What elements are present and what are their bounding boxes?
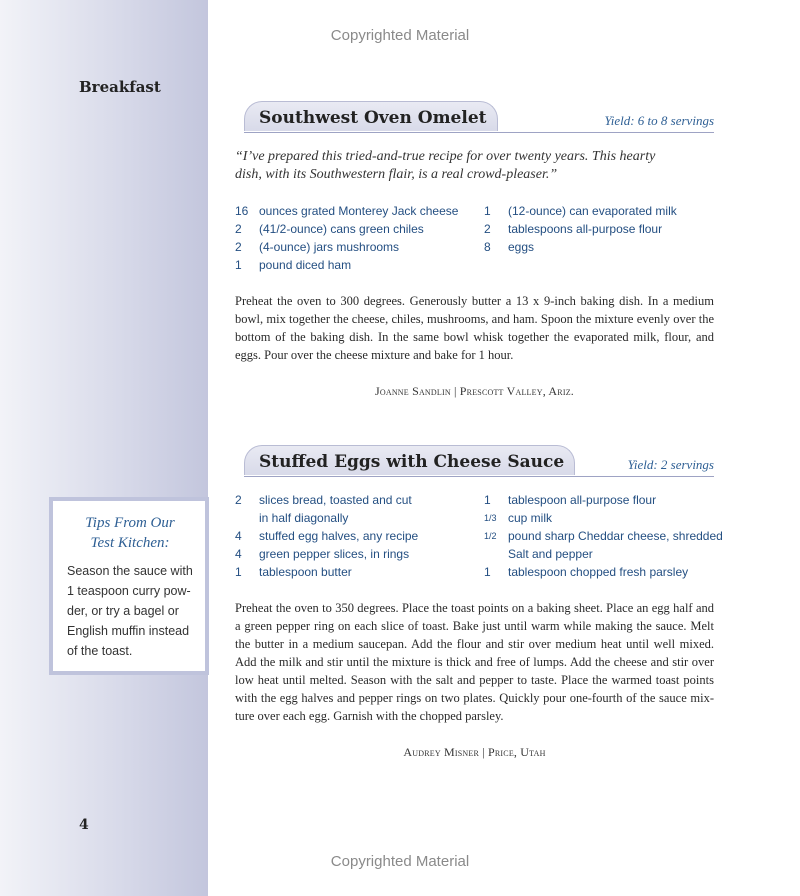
recipe1-title-bar — [244, 101, 714, 133]
recipe1-title-rule — [244, 132, 714, 133]
tips-body-line: 1 teaspoon curry pow- — [67, 584, 191, 598]
ingredient-row — [484, 563, 714, 581]
ingredient-text: Salt and pepper — [508, 547, 593, 561]
ingredient-qty: 16 — [235, 204, 249, 218]
ingredient-text: tablespoon chopped fresh parsley — [508, 565, 689, 579]
ingredient-text: slices bread, toasted and cut — [259, 493, 412, 507]
directions-line: ture over each egg. Garnish with the chopped parsley. — [235, 709, 504, 723]
directions-line: with the egg halves and pepper rings on two plates. Quickly pour one-fourth of the sauce mix- — [235, 691, 714, 705]
directions-line: Preheat the oven to 350 degrees. Place the toast points on a baking sheet. Place an egg half and — [235, 601, 714, 615]
recipe1-credit: Joanne Sandlin | Prescott Valley, Ariz. — [375, 384, 574, 398]
ingredient-qty: 1 — [235, 565, 242, 579]
watermark-bottom: Copyrighted Material — [330, 853, 470, 870]
recipe2-directions — [235, 599, 714, 725]
ingredient-row — [235, 220, 475, 238]
recipe2-ingredients-left — [235, 491, 475, 581]
ingredient-text: pound diced ham — [259, 258, 352, 272]
recipe2-credit: Audrey Misner | Price, Utah — [403, 745, 546, 759]
ingredient-text: cup milk — [508, 511, 553, 525]
ingredient-text: tablespoon all-purpose flour — [508, 493, 657, 507]
ingredient-qty: 2 — [235, 493, 242, 507]
ingredient-qty: 1 — [484, 493, 491, 507]
directions-line: Add the milk and stir until the mixture is thick and free of lumps. Add the cheese and stir over — [235, 655, 714, 669]
ingredient-row — [235, 238, 475, 256]
ingredient-row — [235, 563, 475, 581]
tips-box — [49, 497, 209, 675]
ingredient-qty: 1/2 — [484, 531, 497, 541]
ingredient-row — [235, 256, 475, 274]
recipe2-title-rule — [244, 476, 714, 477]
recipe1-directions — [235, 292, 714, 364]
page-number: 4 — [79, 817, 89, 833]
ingredient-qty: 1/3 — [484, 513, 497, 523]
directions-line: bowl, mix together the cheese, chiles, mushrooms, and ham. Spoon the mixture evenly over the — [235, 312, 714, 326]
directions-line: the butter in a medium saucepan. Add the flour and stir over medium heat until well mixed. — [235, 637, 714, 651]
ingredient-row — [484, 202, 714, 220]
ingredient-row — [235, 509, 475, 527]
ingredient-text: tablespoon butter — [259, 565, 352, 579]
ingredient-row — [484, 545, 714, 563]
tips-title-line: Test Kitchen: — [90, 535, 170, 551]
watermark-top: Copyrighted Material — [330, 27, 470, 44]
sidebar-band — [0, 0, 208, 896]
recipe2-yield: Yield: 2 servings — [627, 457, 714, 472]
recipe1-ingredients-left — [235, 202, 475, 274]
ingredient-qty: 2 — [235, 240, 242, 254]
ingredient-qty: 2 — [235, 222, 242, 236]
recipe2-ingredients-right — [484, 491, 723, 581]
ingredient-text: in half diagonally — [259, 511, 349, 525]
ingredient-text: (12-ounce) can evaporated milk — [508, 204, 677, 218]
ingredient-qty: 4 — [235, 547, 242, 561]
ingredient-row — [235, 202, 475, 220]
ingredient-text: pound sharp Cheddar cheese, shredded — [508, 529, 723, 543]
directions-line: Preheat the oven to 300 degrees. Generously butter a 13 x 9-inch baking dish. In a medium — [235, 294, 714, 308]
ingredient-text: green pepper slices, in rings — [259, 547, 410, 561]
recipe1-quote — [235, 148, 715, 184]
tips-body-line: Season the sauce with — [67, 564, 193, 578]
ingredient-text: ounces grated Monterey Jack cheese — [259, 204, 459, 218]
ingredient-row — [235, 491, 475, 509]
ingredient-qty: 4 — [235, 529, 242, 543]
ingredient-row — [484, 509, 714, 527]
tips-title-line: Tips From Our — [85, 515, 175, 531]
ingredient-qty: 1 — [484, 204, 491, 218]
ingredient-qty: 1 — [484, 565, 491, 579]
directions-line: a green pepper ring on each slice of toast. Bake just until warm while making the sauce. Melt — [235, 619, 714, 633]
ingredient-row — [484, 238, 714, 256]
directions-line: low heat until melted. Season with the salt and pepper to taste. Place the warmed toast points — [235, 673, 714, 687]
ingredient-text: stuffed egg halves, any recipe — [259, 529, 419, 543]
ingredient-row — [235, 545, 475, 563]
ingredient-text: tablespoons all-purpose flour — [508, 222, 663, 236]
tips-body — [67, 561, 193, 661]
ingredient-row — [484, 527, 723, 545]
section-label: Breakfast — [79, 78, 161, 96]
recipe1-quote-line: “I’ve prepared this tried-and-true recipe for over twenty years. This hearty — [235, 149, 656, 164]
recipe1-ingredients-right — [484, 202, 714, 256]
recipe1-yield: Yield: 6 to 8 servings — [604, 113, 714, 128]
recipe2-title: Stuffed Eggs with Cheese Sauce — [244, 445, 575, 475]
ingredient-text: (4-ounce) jars mushrooms — [259, 240, 400, 254]
ingredient-qty: 1 — [235, 258, 242, 272]
ingredient-text: eggs — [508, 240, 535, 254]
directions-line: bottom of the baking dish. In the same bowl whisk together the evaporated milk, flour, and — [235, 330, 714, 344]
ingredient-row — [484, 220, 714, 238]
tips-body-line: English muffin instead — [67, 624, 190, 638]
ingredient-row — [484, 491, 714, 509]
ingredient-qty: 2 — [484, 222, 491, 236]
recipe2-title-bar — [244, 445, 714, 477]
ingredient-qty: 8 — [484, 240, 491, 254]
ingredient-row — [235, 527, 475, 545]
ingredient-text: (41/2-ounce) cans green chiles — [259, 222, 424, 236]
recipe1-title: Southwest Oven Omelet — [244, 101, 498, 131]
tips-body-line: der, or try a bagel or — [67, 604, 179, 618]
directions-line: eggs. Pour over the cheese mixture and bake for 1 hour. — [235, 348, 514, 362]
tips-title — [67, 513, 193, 553]
recipe1-quote-line: dish, with its Southwestern flair, is a real crowd-pleaser.” — [235, 167, 558, 182]
tips-body-line: of the toast. — [67, 644, 133, 658]
